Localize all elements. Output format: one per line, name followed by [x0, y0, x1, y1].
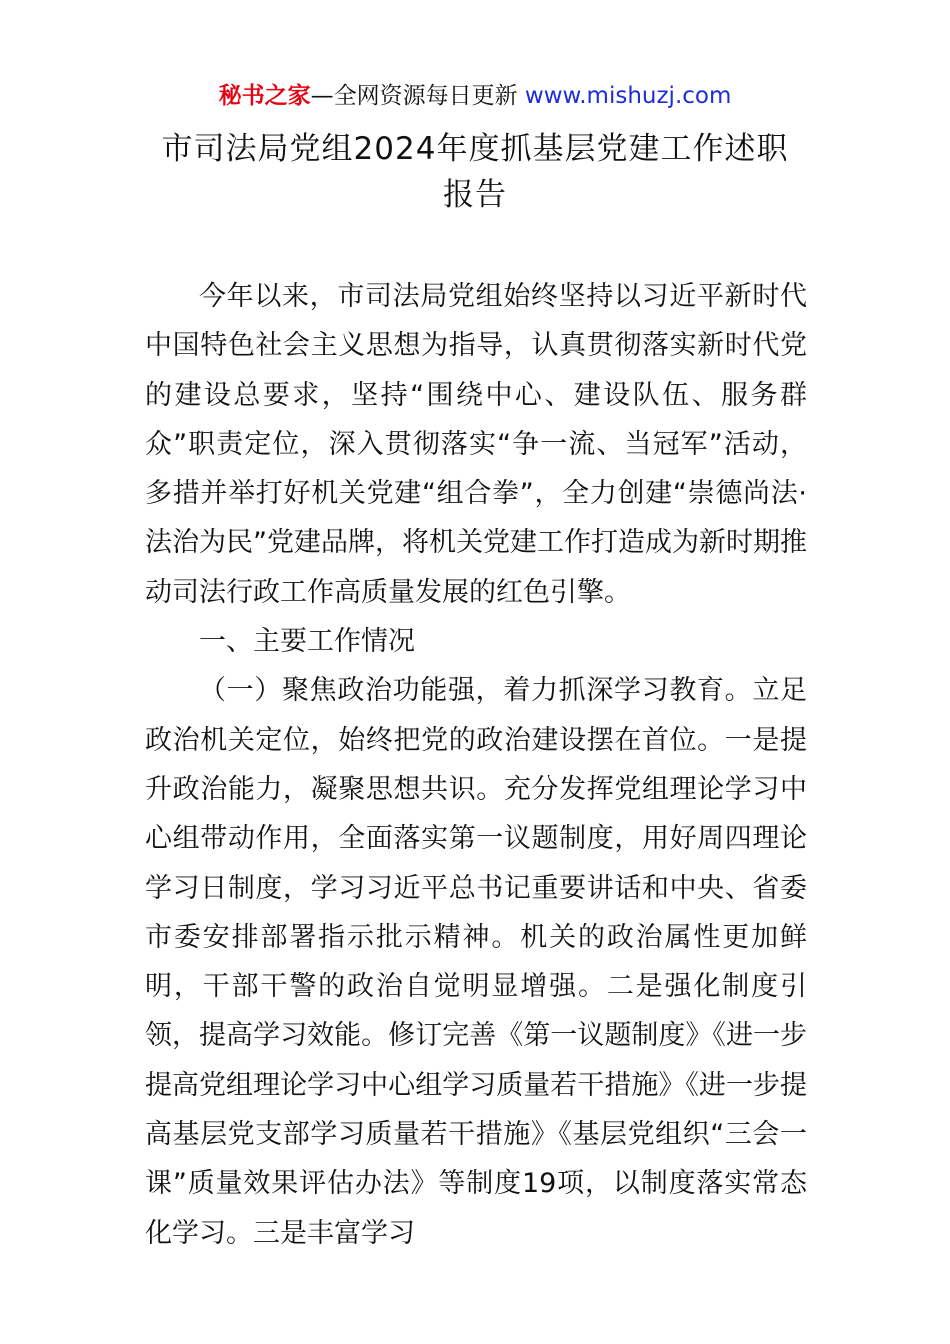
document-title: 市司法局党组2024年度抓基层党建工作述职报告	[161, 131, 789, 213]
site-tagline: —全网资源每日更新	[310, 83, 518, 109]
site-header	[0, 80, 950, 112]
paragraph-intro: 今年以来，市司法局党组始终坚持以习近平新时代中国特色社会主义思想为指导，认真贯彻落实新时代党的建设总要求，坚持“围绕中心、建设队伍、服务群众”职责定位，深入贯彻落实“争一流、当冠军”活动，多措并举打好机关党建“组合拳”，全力创建“崇德尚法·法治为民”党建品牌，将机关党建工作打造成为新时期推动司法行政工作高质量发展的红色引擎。	[145, 281, 807, 608]
document-body	[145, 272, 807, 1258]
paragraph-section-1: （一）聚焦政治功能强，着力抓深学习教育。立足政治机关定位，始终把党的政治建设摆在首位。一是提升政治能力，凝聚思想共识。充分发挥党组理论学习中心组带动作用，全面落实第一议题制度，用好周四理论学习日制度，学习习近平总书记重要讲话和中央、省委市委安排部署指示批示精神。机关的政治属性更加鲜明，干部干警的政治自觉明显增强。二是强化制度引领，提高学习效能。修订完善《第一议题制度》《进一步提高党组理论学习中心组学习质量若干措施》《进一步提高基层党支部学习质量若干措施》《基层党组织“三会一课”质量效果评估办法》等制度19项，以制度落实常态化学习。三是丰富学习	[145, 675, 807, 1249]
site-url[interactable]: www.mishuzj.com	[524, 83, 732, 109]
site-brand: 秘书之家	[218, 83, 311, 109]
section-heading: 一、主要工作情况	[199, 626, 415, 658]
